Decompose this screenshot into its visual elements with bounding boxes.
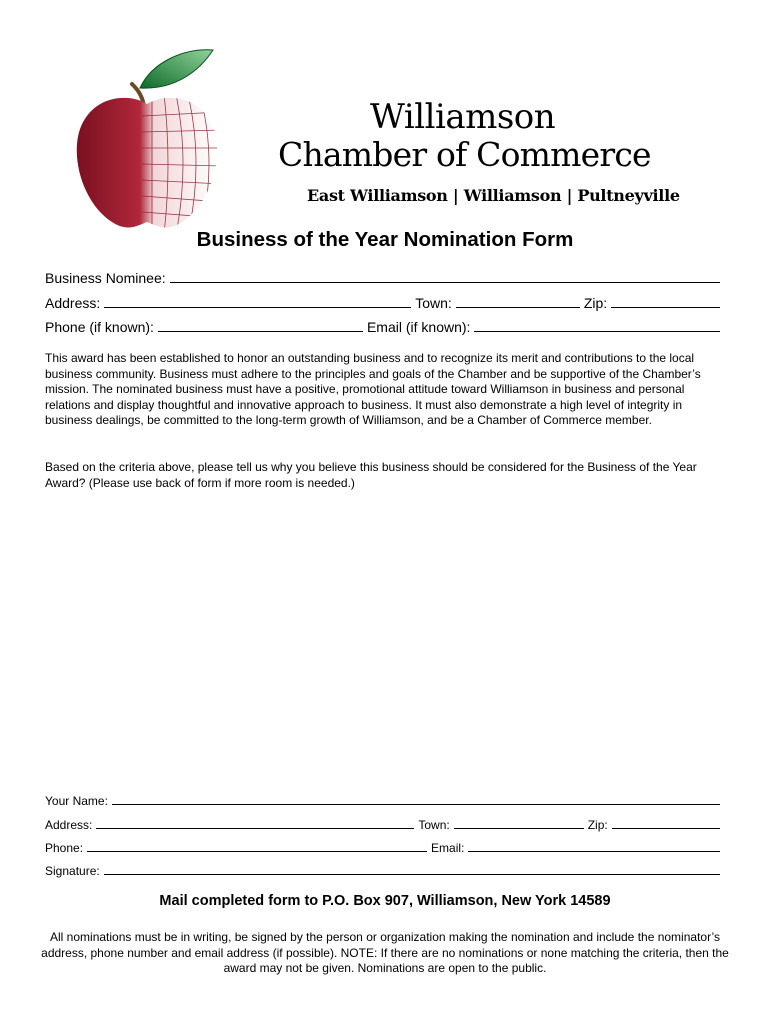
org-name-line1: Williamson	[370, 97, 556, 137]
org-name-block	[278, 97, 680, 205]
form-title: Business of the Year Nomination Form	[196, 228, 574, 251]
nominator-email-field[interactable]	[468, 850, 720, 852]
nominee-zip-label: Zip:	[583, 295, 608, 311]
nominator-address-label: Address:	[45, 818, 93, 832]
signature-row	[45, 864, 720, 878]
nominee-email-label: Email (if known):	[366, 319, 471, 335]
business-nominee-row	[45, 270, 720, 286]
nominator-name-row	[45, 794, 720, 808]
nominee-address-row	[45, 295, 720, 311]
nominee-email-field[interactable]	[474, 330, 720, 332]
org-name-line2: Chamber of Commerce	[278, 135, 651, 174]
nominee-town-field[interactable]	[456, 306, 580, 308]
nominee-address-field[interactable]	[104, 306, 411, 308]
apple-logo-icon	[72, 44, 222, 232]
business-nominee-field[interactable]	[170, 281, 720, 283]
nominator-address-field[interactable]	[96, 827, 414, 829]
nominator-name-label: Your Name:	[45, 794, 108, 808]
nominator-email-label: Email:	[431, 841, 465, 855]
nominator-zip-field[interactable]	[612, 827, 720, 829]
nominee-town-label: Town:	[415, 295, 452, 311]
nomination-prompt: Based on the criteria above, please tell us why you believe this business should be considered for the Business of the Year Award? (Please use back of form if more room is needed.)	[45, 460, 697, 490]
signature-label: Signature:	[45, 864, 100, 878]
business-nominee-label: Business Nominee:	[45, 270, 166, 286]
nominator-phone-label: Phone:	[45, 841, 84, 855]
nominee-phone-label: Phone (if known):	[45, 319, 154, 335]
nominator-address-row	[45, 818, 720, 832]
nominee-contact-row	[45, 319, 720, 335]
signature-field[interactable]	[104, 873, 720, 875]
nominee-phone-field[interactable]	[158, 330, 363, 332]
nominator-zip-label: Zip:	[587, 818, 608, 832]
nominee-zip-field[interactable]	[611, 306, 720, 308]
nominator-town-label: Town:	[418, 818, 450, 832]
award-description: This award has been established to honor an outstanding business and to recognize its merit and contributions to the local business community. Business must adhere to the principles and goals of the Chamber and be supportive of the Chamber’s mission. The nominated business must have a positive, promotional attitude toward Williamson in business and personal relations and display thoughtful and innovative approach to business. It must also demonstrate a high level of integrity in business dealings, be committed to the long-term growth of Williamson, and be a Chamber of Commerce member.	[45, 351, 701, 428]
nominee-address-label: Address:	[45, 295, 101, 311]
nominator-phone-field[interactable]	[87, 850, 427, 852]
org-towns: East Williamson | Williamson | Pultneyville	[307, 186, 680, 205]
nominator-contact-row	[45, 841, 720, 855]
nomination-footnote: All nominations must be in writing, be signed by the person or organization making the nomination and include the nominator’s address, phone number and email address (if possible). NOTE: If there are no nominations or none matching the criteria, then the award may not be given. Nominations are open to the public.	[41, 930, 729, 976]
mail-instruction: Mail completed form to P.O. Box 907, Williamson, New York 14589	[159, 893, 611, 909]
nominator-name-field[interactable]	[112, 803, 720, 805]
nominator-town-field[interactable]	[454, 827, 584, 829]
